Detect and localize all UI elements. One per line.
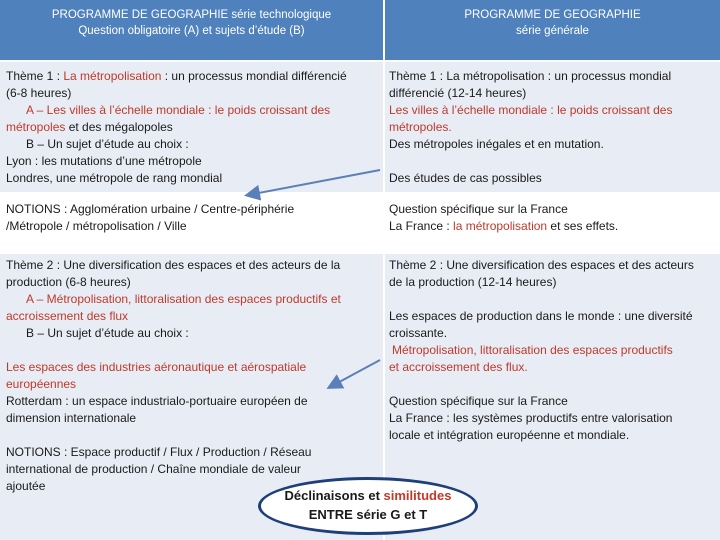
row3-right-line5: Métropolisation, littoralisation des espaces productifs — [392, 343, 673, 357]
row3-right-line8: La France : les systèmes productifs entre valorisation — [389, 411, 673, 425]
callout-text — [258, 486, 478, 524]
row3-right-line3: Les espaces de production dans le monde : une diversité — [389, 309, 693, 323]
row1-left-line5: B – Un sujet d’étude au choix : — [26, 137, 189, 151]
row3-left-line10: NOTIONS : Espace productif / Flux / Production / Réseau — [6, 445, 312, 459]
row3-left-line9: dimension internationale — [6, 411, 137, 425]
row3-left-line1: Thème 2 : Une diversification des espaces et des acteurs de la — [6, 258, 341, 272]
row1-right-line5: Des métropoles inégales et en mutation. — [389, 137, 604, 151]
row3-right-line2: de la production (12-14 heures) — [389, 275, 557, 289]
callout-line2: ENTRE série G et T — [308, 507, 428, 522]
row3-left-line3: A – Métropolisation, littoralisation des espaces productifs et — [26, 292, 341, 306]
row1-left-line4: métropoles et des mégalopoles — [6, 120, 173, 134]
header-right-line1: PROGRAMME DE GEOGRAPHIE — [464, 9, 641, 21]
arrow-down-left — [330, 360, 380, 387]
row1-right-line3: Les villes à l’échelle mondiale : le poids croissant des — [389, 103, 673, 117]
row3-left-line8: Rotterdam : un espace industrialo-portuaire européen de — [6, 394, 308, 408]
row3-right-line7: Question spécifique sur la France — [389, 394, 568, 408]
row1-left-line2: (6-8 heures) — [6, 86, 72, 100]
callout-line1: Déclinaisons et similitudes — [284, 488, 452, 503]
row3-left-line4: accroissement des flux — [6, 309, 129, 323]
header-left-line2: Question obligatoire (A) et sujets d’étude (B) — [78, 25, 305, 37]
row2-right-line1: Question spécifique sur la France — [389, 202, 568, 216]
row3-left-line11: international de production / Chaîne mondiale de valeur — [6, 462, 301, 476]
row3-right-line9: locale et intégration européenne et mondiale. — [389, 428, 630, 442]
row1-right-line6: Des études de cas possibles — [389, 171, 542, 185]
arrow-up-left — [248, 170, 380, 195]
row3-left-line12: ajoutée — [6, 479, 46, 493]
row2-left-line1: NOTIONS : Agglomération urbaine / Centre-périphérie — [6, 202, 295, 216]
header-left-line1: PROGRAMME DE GEOGRAPHIE série technologique — [51, 9, 332, 21]
row2-left-line2: /Métropole / métropolisation / Ville — [6, 219, 187, 233]
row3-left-line5: B – Un sujet d’étude au choix : — [26, 326, 189, 340]
row1-right-line1: Thème 1 : La métropolisation : un processus mondial — [389, 69, 672, 83]
row1-left-line6: Lyon : les mutations d’une métropole — [6, 154, 202, 168]
header-right-line2: série générale — [516, 25, 589, 37]
row3-left-line7: européennes — [6, 377, 77, 391]
row3-left-line2: production (6-8 heures) — [6, 275, 131, 289]
row3-right-line6: et accroissement des flux. — [389, 360, 528, 374]
row1-left-line1: Thème 1 : La métropolisation : un processus mondial différencié — [6, 69, 347, 83]
row1-right-line4: métropoles. — [389, 120, 452, 134]
row1-left-line3: A – Les villes à l’échelle mondiale : le poids croissant des — [26, 103, 331, 117]
row3-right-line4: croissante. — [389, 326, 448, 340]
row1-left-line7: Londres, une métropole de rang mondial — [6, 171, 223, 185]
row3-right-line1: Thème 2 : Une diversification des espaces et des acteurs — [389, 258, 694, 272]
row2-right-line2: La France : la métropolisation et ses effets. — [389, 219, 619, 233]
row3-left-line6: Les espaces des industries aéronautique et aérospatiale — [6, 360, 307, 374]
row1-right-line2: différencié (12-14 heures) — [389, 86, 527, 100]
